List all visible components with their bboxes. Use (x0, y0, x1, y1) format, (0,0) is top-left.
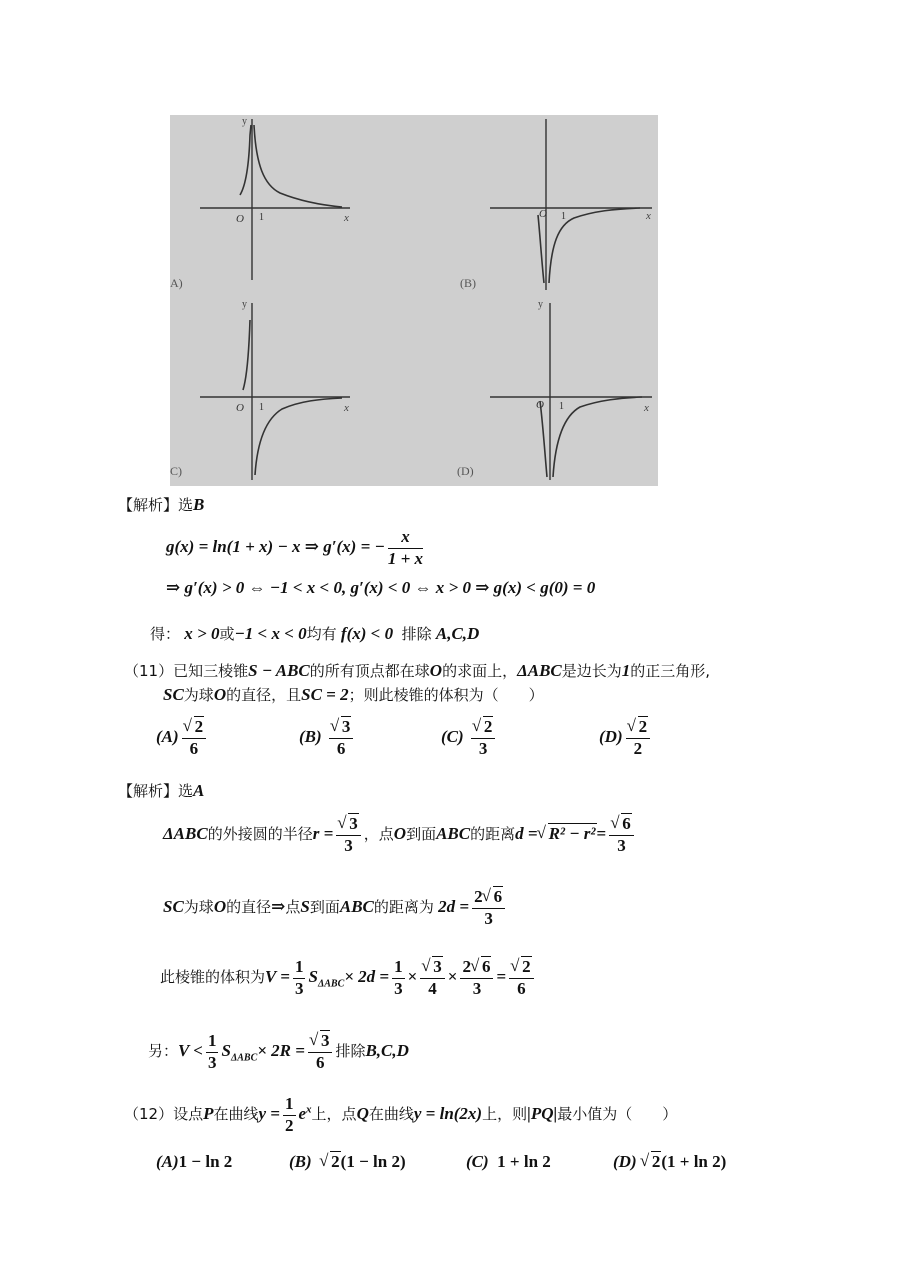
sol10-eq2-text: ⇒ g′(x) > 0 ⇔ −1 < x < 0, g′(x) < 0 ⇔ x > 0 ⇒ g(x) < g(0) = 0 (166, 578, 596, 597)
panel-a-curve-right (254, 125, 342, 207)
sol10-l3-a: 得： (150, 625, 181, 643)
panel-c-origin: O (236, 402, 244, 414)
q12-sup: x (306, 1103, 312, 1116)
sol10-eq1-left: g(x) = ln(1 + x) − x ⇒ g′(x) = − (166, 537, 385, 557)
sol11-head-text: 【解析】选 (118, 782, 194, 800)
sol11-r1-rad2: 6 (622, 814, 631, 833)
q12-t1: 设点 (173, 1105, 204, 1124)
sol11-r3-m2: × 2d = (344, 967, 390, 987)
sol11-choice: A (193, 781, 205, 800)
q11-option-b-den: 6 (336, 738, 346, 758)
sol11-r4-frac1 (206, 1032, 219, 1072)
q11-t4: 是边长为 (561, 662, 622, 680)
sol10-eq1-frac (388, 528, 423, 568)
panel-d-origin: O (536, 399, 544, 411)
sol11-r4-frac2 (308, 1032, 333, 1072)
q11-option-b-frac (329, 718, 354, 758)
q11-option-d-den: 2 (633, 738, 643, 758)
sol10-l3-b: x > 0 (184, 624, 220, 643)
q11-line1 (124, 660, 710, 681)
q12-t2: 在曲线 (213, 1105, 259, 1124)
sol11-r1-t3: 到面 (406, 825, 437, 844)
panel-d-y-label: y (538, 299, 543, 310)
sol11-r4-m1: V < (178, 1041, 203, 1061)
sol11-r1-t1: 的外接圆的半径 (207, 825, 313, 844)
sol10-l3-d: −1 < x < 0 (234, 624, 307, 643)
q11-option-a-rad: 2 (194, 717, 204, 736)
sol11-r1-m5: d = (515, 824, 538, 844)
sol11-r4-s: S (221, 1041, 231, 1061)
q11-option-d-label: (D) (599, 727, 623, 747)
panel-c-tick: 1 (259, 402, 264, 413)
q11-m5: SC (163, 685, 184, 704)
sol11-r2-t2: 的直径 (226, 898, 272, 917)
panel-d-label: (D) (457, 464, 474, 478)
sol11-r3-den4: 3 (472, 978, 482, 998)
sol10-eq1-num: x (388, 528, 423, 549)
sol11-r3-f1d: 3 (294, 978, 304, 998)
q11-t1: 已知三棱锥 (173, 662, 249, 680)
q11-option-a-label: (A) (156, 727, 179, 747)
q11-t7: 的直径，且 (226, 686, 302, 704)
sol11-r2-t4: 到面 (309, 898, 340, 917)
q12-t4: 在曲线 (368, 1105, 414, 1124)
q12-m3: e (298, 1104, 307, 1124)
q11-t6: 为球 (183, 686, 214, 704)
sol11-r3-frac1 (293, 958, 306, 998)
q12-option-d-expr: (1 + ln 2) (661, 1152, 727, 1171)
q12-fn: 1 (283, 1095, 296, 1116)
sol11-r1-m3: O (393, 824, 407, 844)
panel-d-tick: 1 (559, 401, 564, 412)
panel-b-x-label: x (646, 210, 651, 222)
sol11-r4-sub: ΔABC (230, 1052, 258, 1064)
q12-option-b-label: (B) (289, 1152, 312, 1171)
panel-d-graph (457, 299, 652, 480)
q12-m1: P (203, 1104, 214, 1124)
sol11-r4-t1: 另： (148, 1042, 179, 1061)
q11-option-a-den: 6 (189, 738, 199, 758)
sol10-heading (118, 494, 204, 515)
sol10-l3-e: 均有 (306, 625, 337, 643)
q12-t6: 最小值为（ ） (557, 1105, 678, 1124)
q11-t8: ；则此棱锥的体积为（ ） (348, 686, 544, 704)
panel-b-origin: O (539, 208, 547, 220)
q11-m2: O (429, 661, 443, 680)
q12-option-c[interactable] (466, 1152, 551, 1172)
panel-a-tick: 1 (259, 212, 264, 223)
panel-c-x-label: x (344, 402, 349, 414)
panel-b-curve-left (538, 215, 544, 283)
panel-b-graph (460, 119, 652, 290)
sol11-r3-s: S (308, 967, 318, 987)
sol11-r1-frac2 (609, 815, 634, 855)
sol11-r2-m5: 2d = (438, 897, 470, 917)
q12-t3: 上，点 (311, 1105, 357, 1124)
panel-c-curve-right (255, 398, 342, 475)
sol11-r3-x1: × (407, 967, 418, 987)
panel-a-x-label: x (344, 212, 349, 224)
q12-number: （12） (124, 1105, 174, 1124)
sol11-r3-frac5 (509, 958, 534, 998)
sol10-eq2 (166, 578, 595, 598)
q12-option-c-expr: 1 + ln 2 (497, 1152, 551, 1171)
sol11-r3-rad5: 2 (522, 957, 531, 976)
panel-d-curve-right (553, 397, 642, 477)
q11-m4: 1 (621, 661, 631, 680)
graph-panels-svg (170, 115, 658, 486)
panel-a-label: A) (170, 276, 183, 290)
q11-option-c-den: 3 (478, 738, 488, 758)
sol11-r3-rad3: 3 (433, 957, 442, 976)
sol11-r2-t3: 点 (285, 898, 301, 917)
q12-option-b-rad: 2 (331, 1152, 340, 1171)
sol11-r3-eq: = (496, 967, 507, 987)
q11-option-c-rad: 2 (483, 717, 493, 736)
sol11-r2-coef: 2 (474, 887, 483, 906)
panel-d-curve-left (540, 401, 547, 477)
sol11-r4-m3: B,C,D (365, 1041, 409, 1061)
q12-option-b-expr: (1 − ln 2) (340, 1152, 406, 1171)
sol10-eq1 (166, 528, 426, 568)
sol11-r4-rad: 3 (320, 1031, 330, 1050)
q12-option-d-rad: 2 (651, 1152, 661, 1171)
sol11-r4-den: 6 (315, 1052, 325, 1072)
graph-options-figure (170, 115, 658, 486)
sol11-r3-sub: ΔABC (317, 978, 345, 990)
q11-m7: SC = 2 (301, 685, 349, 704)
sol11-r1-eq: = (596, 824, 607, 844)
sol11-r3-frac4 (460, 958, 493, 998)
q12-stem (124, 1095, 677, 1135)
sol11-r2-frac (472, 888, 505, 928)
sol11-r2-m3: S (300, 897, 310, 917)
sol11-r2-den: 3 (484, 908, 493, 928)
q12-option-a-label: (A) (156, 1152, 179, 1171)
sol11-r3-den3: 4 (428, 978, 437, 998)
sol11-row4 (148, 1032, 409, 1072)
q11-m1: S − ABC (248, 661, 310, 680)
panel-b-tick: 1 (561, 211, 566, 222)
q12-m6: |PQ| (527, 1104, 558, 1124)
sol10-l3-c: 或 (219, 625, 235, 643)
panel-c-curve-left (243, 320, 250, 390)
sol11-r3-rad4: 6 (481, 957, 491, 976)
sol11-row1 (163, 815, 637, 855)
sol11-row2 (163, 888, 508, 928)
q11-option-c-frac (471, 718, 496, 758)
panel-a-origin: O (236, 213, 244, 225)
sol10-head-text: 【解析】选 (118, 496, 194, 514)
sol10-choice: B (193, 495, 205, 514)
sol11-r4-fd: 3 (207, 1052, 217, 1072)
q12-option-d-label: (D) (613, 1152, 637, 1171)
q12-option-a[interactable] (156, 1152, 232, 1172)
q11-option-b-rad: 3 (341, 717, 351, 736)
sol11-r2-m1: SC (163, 897, 184, 917)
sol10-eq1-den: 1 + x (387, 548, 424, 568)
q12-option-b[interactable] (289, 1152, 406, 1172)
panel-c-label: C) (170, 464, 182, 478)
q12-frac (283, 1095, 296, 1135)
sol11-r2-m4: ABC (339, 897, 374, 917)
q11-m3: ΔABC (517, 661, 562, 680)
sol10-l3-f: f(x) < 0 (340, 624, 394, 643)
sol11-r3-frac3 (420, 958, 445, 998)
q12-t5: 上，则 (482, 1105, 528, 1124)
sol11-r3-m1: V = (265, 967, 290, 987)
q11-option-d-frac (626, 718, 651, 758)
sol11-r4-fn: 1 (206, 1032, 219, 1053)
sol11-r3-x2: × (447, 967, 458, 987)
sol11-r1-m1: ΔABC (163, 824, 208, 844)
sol11-r3-den5: 6 (517, 978, 526, 998)
sol11-r1-den: 3 (344, 835, 353, 855)
sol11-r2-t1: 为球 (183, 898, 214, 917)
q12-option-c-label: (C) (466, 1152, 489, 1171)
q12-option-a-expr: 1 − ln 2 (178, 1152, 233, 1171)
q11-number: （11） (124, 662, 174, 680)
sol11-r1-m2: r = (312, 824, 334, 844)
sol11-heading (118, 780, 204, 801)
sol11-r3-frac2 (392, 958, 405, 998)
q11-option-b[interactable] (299, 718, 356, 758)
q11-t3: 的求面上， (442, 662, 518, 680)
q12-option-d[interactable] (613, 1152, 726, 1172)
sol11-r1-t2: ，点 (363, 825, 394, 844)
sol11-r2-rad: 6 (493, 887, 503, 906)
sol11-r3-f1n: 1 (293, 958, 306, 979)
sol11-r2-arrow: ⇒ (271, 897, 286, 917)
sol11-r1-rad: 3 (349, 814, 358, 833)
q12-fd: 2 (285, 1115, 294, 1135)
sol11-r3-t1: 此棱锥的体积为 (160, 968, 266, 987)
panel-a-curve-left (240, 125, 251, 195)
sol11-r3-coef4: 2 (462, 957, 471, 976)
q11-option-a-frac (182, 718, 207, 758)
sol11-r1-sqrt (538, 824, 597, 844)
panel-a-y-label: y (242, 116, 247, 127)
q11-option-d[interactable] (599, 718, 653, 758)
sol11-r1-m4: ABC (436, 824, 471, 844)
sol10-l3-g: 排除 (401, 625, 432, 643)
sol11-r1-sq: R² − r² (548, 824, 596, 844)
sol11-r1-t4: 的距离 (470, 825, 516, 844)
sol10-conclusion (150, 623, 479, 644)
q12-m5: y = ln(2x) (413, 1104, 483, 1124)
panel-d-x-label: x (644, 402, 649, 414)
q11-option-d-rad: 2 (638, 717, 648, 736)
sol11-r4-t2: 排除 (335, 1042, 366, 1061)
sol11-r2-m2: O (213, 897, 227, 917)
sol11-r3-f2n: 1 (392, 958, 405, 979)
sol11-r4-m2: × 2R = (257, 1041, 305, 1061)
q11-option-c[interactable] (441, 718, 498, 758)
sol11-r1-den2: 3 (617, 835, 626, 855)
panel-c-y-label: y (242, 299, 247, 310)
q11-line2 (163, 684, 544, 705)
q11-t5: 的正三角形, (630, 662, 711, 680)
q11-option-c-label: (C) (441, 727, 464, 747)
sol11-row3 (160, 958, 537, 998)
sol10-l3-h: A,C,D (435, 624, 480, 643)
panel-a-graph (170, 116, 350, 290)
q11-m6: O (213, 685, 227, 704)
panel-b-label: (B) (460, 276, 476, 290)
sol11-r2-t5: 的距离为 (373, 898, 434, 917)
sol11-r1-frac1 (336, 815, 361, 855)
q12-m2: y = (258, 1104, 280, 1124)
q11-t2: 的所有顶点都在球 (309, 662, 430, 680)
q11-option-b-label: (B) (299, 727, 322, 747)
sol11-r3-f2d: 3 (394, 978, 403, 998)
q12-m4: Q (356, 1104, 369, 1124)
q11-option-a[interactable] (156, 718, 209, 758)
panel-c-graph (170, 299, 350, 480)
